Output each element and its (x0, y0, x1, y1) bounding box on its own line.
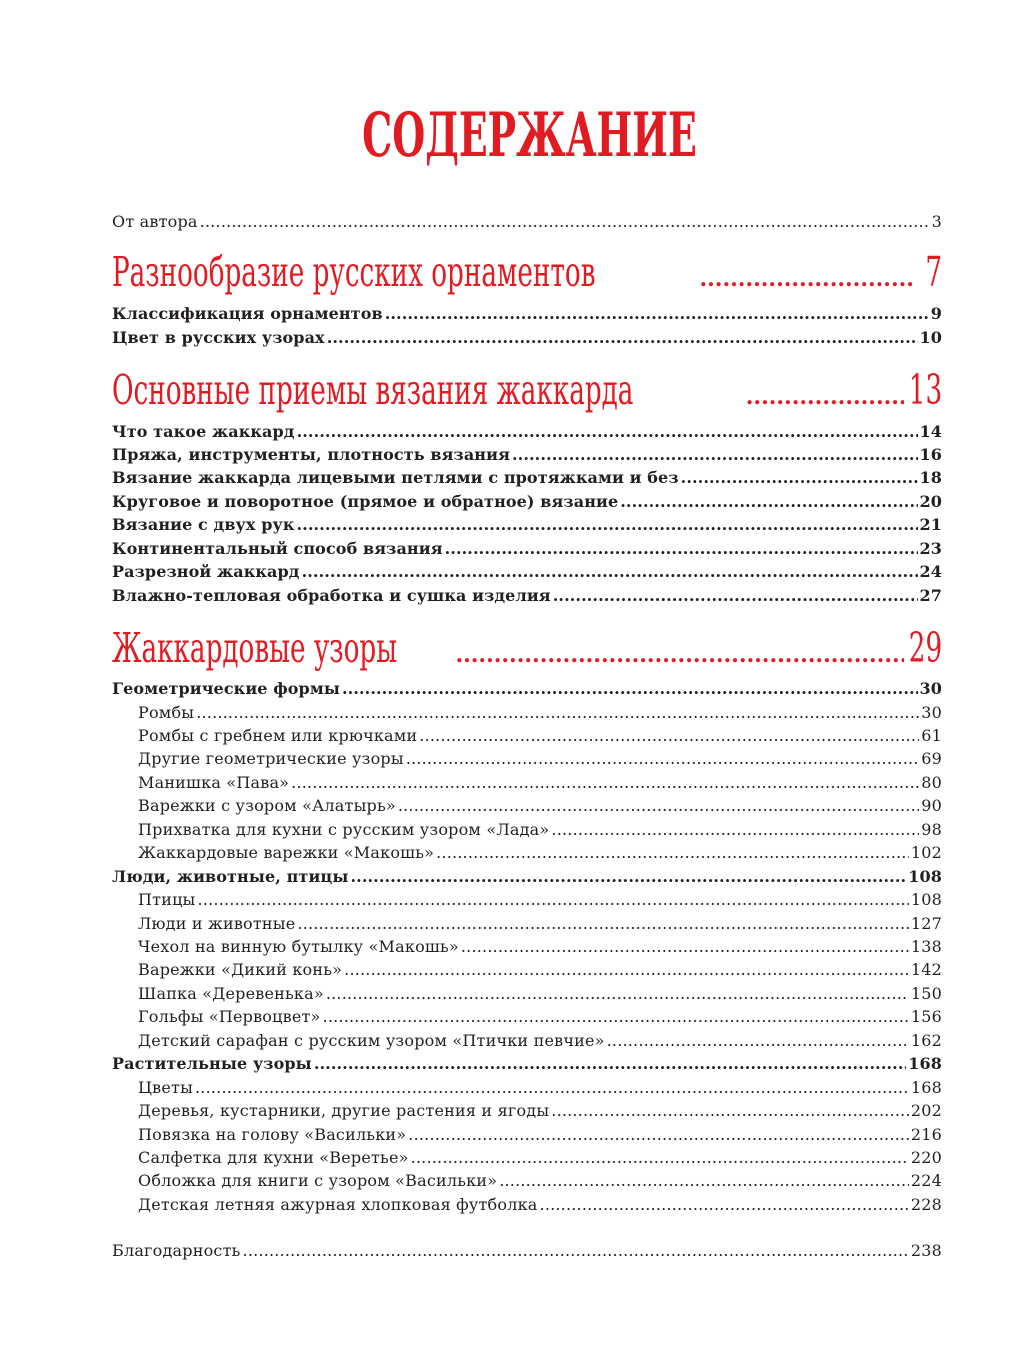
toc-group[interactable] (112, 867, 942, 886)
toc-entry-page: 10 (919, 328, 942, 347)
toc-entry-label: Жаккардовые варежки «Макошь» (138, 843, 435, 862)
toc-entry-label: Гольфы «Первоцвет» (138, 1007, 321, 1026)
dot-leader (499, 1171, 909, 1190)
toc-entry-label: От автора (112, 212, 198, 231)
toc-entry[interactable] (112, 515, 942, 534)
dot-leader (302, 562, 918, 581)
toc-subentry[interactable] (138, 773, 942, 792)
section-page: 13 (908, 366, 942, 414)
toc-entry-label: Варежки «Дикий конь» (138, 960, 343, 979)
section-title: Разнообразие русских орнаментов (112, 248, 596, 296)
toc-entry-page: 108 (910, 890, 942, 909)
dot-leader (419, 726, 919, 745)
toc-entry-page: 102 (910, 843, 942, 862)
dot-leader (461, 937, 909, 956)
toc-entry-page: 30 (921, 703, 942, 722)
toc-entry[interactable] (112, 445, 942, 464)
toc-entry-label: Благодарность (112, 1241, 241, 1260)
toc-entry[interactable] (112, 468, 942, 487)
toc-group[interactable] (112, 679, 942, 698)
section-title: Основные приемы вязания жаккарда (112, 366, 634, 414)
section-page: 7 (925, 248, 942, 296)
toc-entry-page: 16 (919, 445, 942, 464)
toc-entry-intro[interactable] (112, 212, 942, 231)
toc-entry-label: Разрезной жаккард (112, 562, 300, 581)
dot-leader (198, 890, 909, 909)
toc-subentry[interactable] (138, 820, 942, 839)
dot-leader (746, 373, 904, 421)
toc-subentry[interactable] (138, 1078, 942, 1097)
toc-entry-label: Цветы (138, 1078, 194, 1097)
dot-leader (436, 843, 909, 862)
section-title: Жаккардовые узоры (112, 624, 398, 672)
toc-entry-label: Цвет в русских узорах (112, 328, 325, 347)
toc-entry[interactable] (112, 304, 942, 323)
toc-entry-page: 238 (910, 1241, 942, 1260)
toc-entry[interactable] (112, 562, 942, 581)
toc-group-page: 108 (908, 867, 942, 886)
toc-subentry[interactable] (138, 1007, 942, 1026)
toc-entry-page: 61 (921, 726, 942, 745)
toc-subentry[interactable] (138, 749, 942, 768)
toc-entry-label: Варежки с узором «Алатырь» (138, 796, 396, 815)
toc-entry-page: 9 (930, 304, 942, 323)
toc-entry-page: 127 (910, 914, 942, 933)
dot-leader (297, 422, 918, 441)
toc-entry-page: 24 (919, 562, 942, 581)
toc-subentry[interactable] (138, 703, 942, 722)
toc-subentry[interactable] (138, 937, 942, 956)
toc-subentry[interactable] (138, 984, 942, 1003)
dot-leader (326, 984, 909, 1003)
dot-leader (291, 773, 919, 792)
toc-entry[interactable] (112, 586, 942, 605)
toc-subentry[interactable] (138, 960, 942, 979)
toc-entry-page: 27 (919, 586, 942, 605)
dot-leader (200, 212, 930, 231)
dot-leader (323, 1007, 909, 1026)
toc-entry-page: 142 (910, 960, 942, 979)
toc-subentry[interactable] (138, 726, 942, 745)
toc-entry[interactable] (112, 539, 942, 558)
toc-group-page: 30 (919, 679, 942, 698)
toc-entry-label: Что такое жаккард (112, 422, 295, 441)
page-title: СОДЕРЖАНИЕ (362, 100, 697, 171)
dot-leader (342, 679, 918, 698)
toc-entry-label: Ромбы с гребнем или крючками (138, 726, 418, 745)
dot-leader (445, 539, 918, 558)
toc-entry-label: Детская летняя ажурная хлопковая футболка (138, 1195, 538, 1214)
toc-entry-label: Шапка «Деревенька» (138, 984, 324, 1003)
toc-entry-label: Прихватка для кухни с русским узором «Лада» (138, 820, 550, 839)
toc-entry-page: 80 (921, 773, 942, 792)
dot-leader (620, 492, 917, 511)
toc-subentry[interactable] (138, 1148, 942, 1167)
toc-group-label: Растительные узоры (112, 1054, 312, 1073)
toc-subentry[interactable] (138, 796, 942, 815)
dot-leader (385, 304, 929, 323)
toc-entry-page: 220 (910, 1148, 942, 1167)
toc-entry-label: Повязка на голову «Васильки» (138, 1125, 407, 1144)
toc-entry-label: Салфетка для кухни «Веретье» (138, 1148, 409, 1167)
dot-leader (551, 1101, 909, 1120)
dot-leader (344, 960, 909, 979)
toc-section-2[interactable] (112, 366, 942, 421)
toc-entry[interactable] (112, 422, 942, 441)
toc-entry-label: Обложка для книги с узором «Васильки» (138, 1171, 498, 1190)
dot-leader (512, 445, 918, 464)
toc-entry-page: 156 (910, 1007, 942, 1026)
dot-leader (195, 1078, 909, 1097)
dot-leader (350, 867, 906, 886)
toc-entry-label: Пряжа, инструменты, плотность вязания (112, 445, 510, 464)
dot-leader (408, 1125, 909, 1144)
toc-entry-label: Манишка «Пава» (138, 773, 290, 792)
dot-leader (398, 796, 919, 815)
toc-entry-label: Детский сарафан с русским узором «Птички певчие» (138, 1031, 605, 1050)
toc-entry-label: Деревья, кустарники, другие растения и ягоды (138, 1101, 550, 1120)
dot-leader (297, 914, 908, 933)
toc-group[interactable] (112, 1054, 942, 1073)
toc-entry-page: 20 (919, 492, 942, 511)
section-page: 29 (908, 624, 942, 672)
toc-entry-page: 23 (919, 539, 942, 558)
dot-leader (314, 1054, 906, 1073)
toc-entry-page: 3 (931, 212, 942, 231)
dot-leader (681, 468, 918, 487)
dot-leader (607, 1031, 909, 1050)
toc-entry-outro[interactable] (112, 1241, 942, 1260)
toc-subentry[interactable] (138, 1031, 942, 1050)
dot-leader (243, 1241, 909, 1260)
dot-leader (411, 1148, 909, 1167)
dot-leader (553, 586, 918, 605)
dot-leader (455, 631, 903, 679)
toc-subentry[interactable] (138, 914, 942, 933)
dot-leader (296, 515, 917, 534)
dot-leader (406, 749, 919, 768)
toc-subentry[interactable] (138, 1171, 942, 1190)
toc-entry-page: 224 (910, 1171, 942, 1190)
toc-entry-label: Вязание с двух рук (112, 515, 295, 534)
dot-leader (699, 255, 913, 303)
toc-entry[interactable] (112, 328, 942, 347)
toc-entry-label: Континентальный способ вязания (112, 539, 443, 558)
dot-leader (327, 328, 918, 347)
toc-entry-page: 14 (919, 422, 942, 441)
toc-entry-page: 168 (910, 1078, 942, 1097)
toc-entry-page: 202 (910, 1101, 942, 1120)
toc-entry-page: 18 (919, 468, 942, 487)
toc-entry-page: 69 (921, 749, 942, 768)
toc-entry-label: Вязание жаккарда лицевыми петлями с протяжками и без (112, 468, 679, 487)
toc-subentry[interactable] (138, 843, 942, 862)
dot-leader (540, 1195, 909, 1214)
toc-subentry[interactable] (138, 1101, 942, 1120)
toc-entry-page: 90 (921, 796, 942, 815)
toc-group-label: Люди, животные, птицы (112, 867, 349, 886)
toc-entry-page: 150 (910, 984, 942, 1003)
toc-entry-label: Круговое и поворотное (прямое и обратное) вязание (112, 492, 619, 511)
toc-subentry[interactable] (138, 1195, 942, 1214)
toc-entry-label: Птицы (138, 890, 196, 909)
toc-entry-page: 228 (910, 1195, 942, 1214)
toc-section-1[interactable] (112, 248, 942, 303)
toc-entry-page: 21 (919, 515, 942, 534)
toc-group-page: 168 (908, 1054, 942, 1073)
toc-entry-page: 216 (910, 1125, 942, 1144)
toc-entry-label: Влажно-тепловая обработка и сушка изделия (112, 586, 551, 605)
toc-entry-label: Чехол на винную бутылку «Макошь» (138, 937, 459, 956)
toc-entry-label: Люди и животные (138, 914, 296, 933)
toc-entry-label: Классификация орнаментов (112, 304, 383, 323)
toc-entry[interactable] (112, 492, 942, 511)
toc-group-label: Геометрические формы (112, 679, 340, 698)
dot-leader (196, 703, 919, 722)
toc-entry-page: 98 (921, 820, 942, 839)
toc-entry-page: 138 (910, 937, 942, 956)
toc-entry-label: Другие геометрические узоры (138, 749, 404, 768)
toc-section-3[interactable] (112, 624, 942, 679)
toc-entry-label: Ромбы (138, 703, 195, 722)
toc-subentry[interactable] (138, 1125, 942, 1144)
dot-leader (551, 820, 919, 839)
toc-entry-page: 162 (910, 1031, 942, 1050)
toc-subentry[interactable] (138, 890, 942, 909)
